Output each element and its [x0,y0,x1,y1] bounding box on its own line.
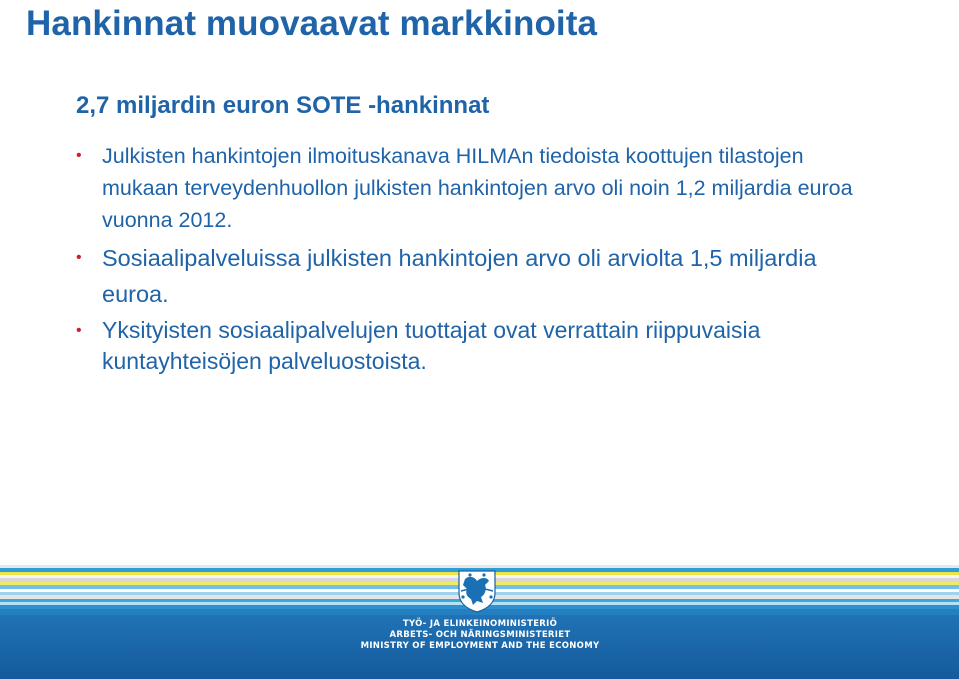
bullet-item [76,315,866,377]
ministry-name-sv: ARBETS- OCH NÄRINGSMINISTERIET [389,630,571,640]
ministry-name-en: MINISTRY OF EMPLOYMENT AND THE ECONOMY [360,641,600,651]
bullet-list [76,140,866,377]
footer-banner [0,565,959,679]
slide-subtitle: 2,7 miljardin euron SOTE -hankinnat [76,92,490,119]
finnish-lion-coat-of-arms-icon [455,567,499,613]
bullet-text: Julkisten hankintojen ilmoituskanava HILMAn tiedoista koottujen tilastojen mukaan terveydenhuollon julkisten hankintojen arvo oli noin 1,2 miljardia euroa vuonna 2012. [102,144,853,232]
bullet-text: Sosiaalipalveluissa julkisten hankintojen arvo oli arviolta 1,5 miljardia euroa. [102,245,817,307]
bullet-marker: • [76,249,82,266]
ministry-name [300,619,660,652]
ministry-name-fi: TYÖ- JA ELINKEINOMINISTERIÖ [402,619,558,629]
bullet-marker: • [76,322,82,339]
slide-title: Hankinnat muovaavat markkinoita [26,4,598,43]
bullet-item [76,140,866,236]
bullet-marker: • [76,147,82,164]
bullet-item [76,240,866,312]
bullet-text: Yksityisten sosiaalipalvelujen tuottajat ovat verrattain riippuvaisia kuntayhteisöjen palveluostoista. [102,317,761,374]
